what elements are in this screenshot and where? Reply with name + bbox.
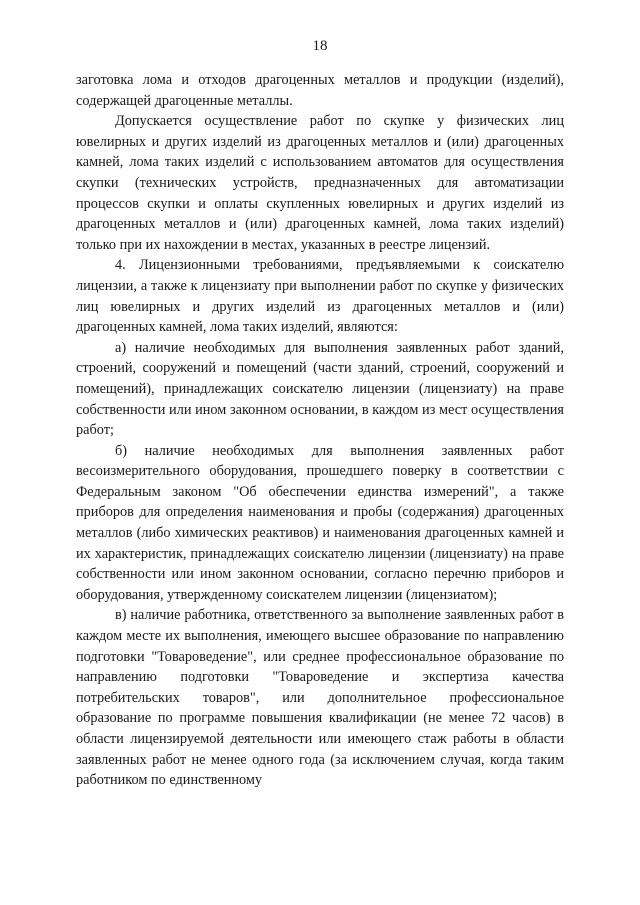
subparagraph-a: а) наличие необходимых для выполнения заявленных работ зданий, строений, сооружений и помещений (части зданий, строений, сооружений и помещений), принадлежащих соискателю лицензии (лицензиату) на праве собственности или ином законном основании, в каждом из мест осуществления работ; bbox=[76, 339, 564, 439]
paragraph-item-4: 4. Лицензионными требованиями, предъявляемыми к соискателю лицензии, а также к лицензиату при выполнении работ по скупке у физических лиц ювелирных и других изделий из драгоценных металлов и (или) драгоценных камней, лома таких изделий, являются: bbox=[76, 257, 564, 336]
body-text bbox=[76, 70, 564, 791]
paragraph: заготовка лома и отходов драгоценных металлов и продукции (изделий), содержащей драгоценные металлы. bbox=[76, 72, 564, 109]
page-number: 18 bbox=[312, 38, 328, 54]
subparagraph-b: б) наличие необходимых для выполнения заявленных работ весоизмерительного оборудования, прошедшего поверку в соответствии с Федеральным законом "Об обеспечении единства измерений", а также приборов для определения наименования и пробы (содержания) драгоценных металлов (либо химических реактивов) и наименования драгоценных камней и их характеристик, принадлежащих соискателю лицензии (лицензиату) на праве собственности или ином законном основании, согласно перечню приборов и оборудования, утвержденному соискателем лицензии (лицензиатом); bbox=[76, 442, 564, 603]
subparagraph-v: в) наличие работника, ответственного за выполнение заявленных работ в каждом месте их выполнения, имеющего высшее образование по направлению подготовки "Товароведение", или среднее профессиональное образование по направлению подготовки "Товароведение и экспертиза качества потребительских товаров", или дополнительное профессиональное образование по программе повышения квалификации (не менее 72 часов) в области лицензируемой деятельности или имеющего стаж работы в области заявленных работ не менее одного года (за исключением случая, когда таким работником по единственному bbox=[76, 607, 564, 789]
paragraph: Допускается осуществление работ по скупке у физических лиц ювелирных и других изделий из драгоценных металлов и (или) драгоценных камней, лома таких изделий с использованием автоматов для осуществления скупки (технических устройств, предназначенных для автоматизации процессов скупки и оплаты скупленных ювелирных и других изделий из драгоценных металлов и (или) драгоценных камней, лома таких изделий) только при их нахождении в местах, указанных в реестре лицензий. bbox=[76, 113, 564, 253]
